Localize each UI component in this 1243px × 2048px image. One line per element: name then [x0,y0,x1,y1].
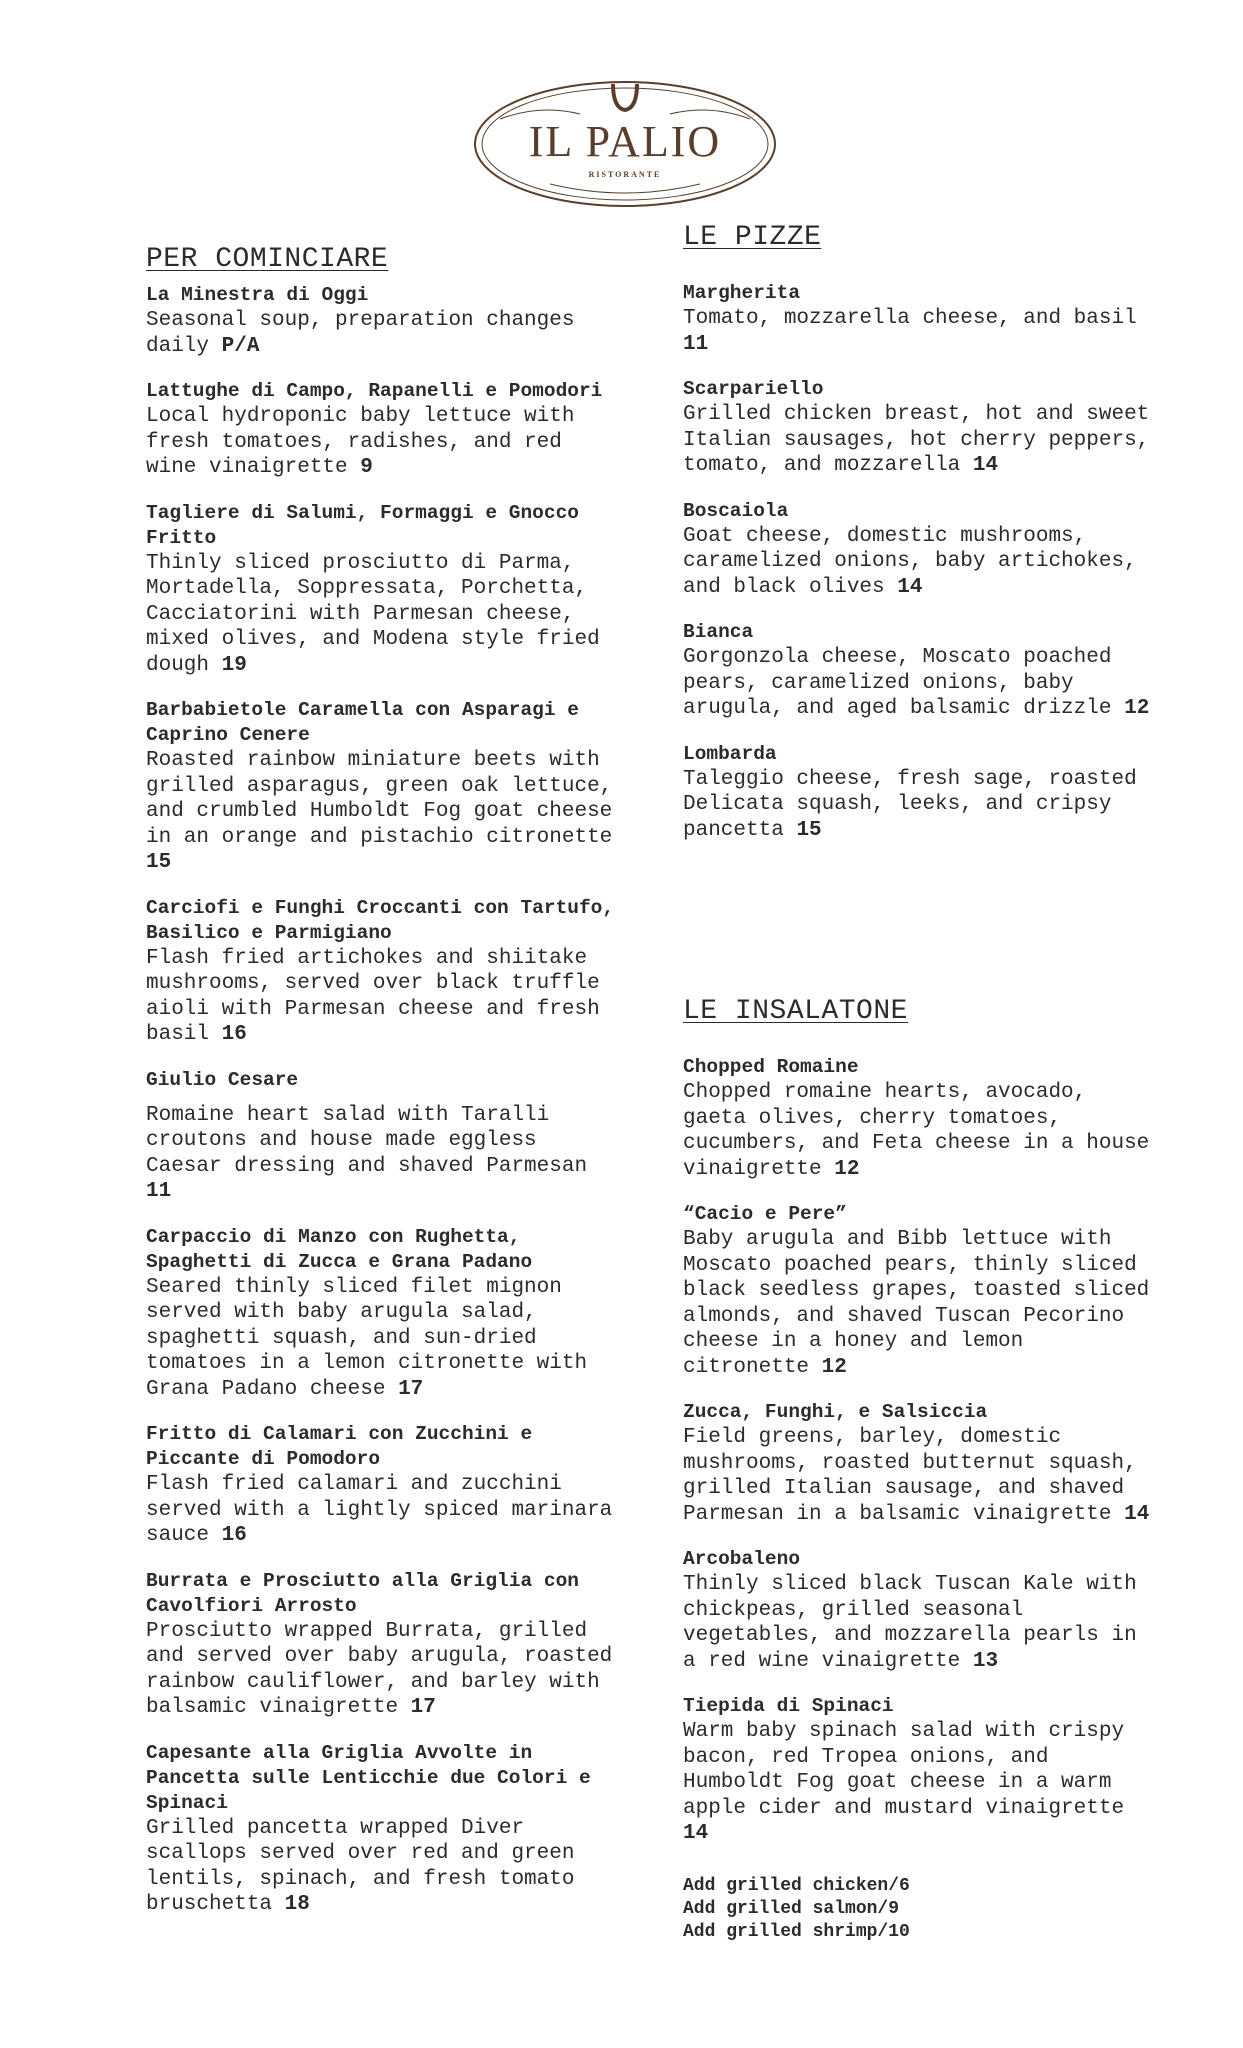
item-price: 16 [221,1524,247,1547]
item-description [146,1275,616,1403]
item-price: 15 [796,818,822,842]
item-name: Fritto di Calamari con Zucchini e Piccante di Pomodoro [146,1423,533,1470]
item-desc-text: Flash fried artichokes and shiitake mushrooms, served over black truffle aioli with Parmesan cheese and fresh basil [146,946,600,1046]
menu-item [146,1225,616,1403]
item-price: 12 [834,1157,860,1181]
item-description [683,645,1153,722]
menu-item [683,742,1153,844]
item-name: La Minestra di Oggi [146,284,369,306]
menu-item [683,1055,1153,1182]
item-description [683,1227,1153,1380]
item-desc-text: Prosciutto wrapped Burrata, grilled and served over baby arugula, roasted rainbow cauliflower, and barley with balsamic vinaigrette [146,1619,613,1719]
item-price: 11 [683,332,709,356]
item-price: 14 [897,575,923,599]
item-name: Chopped Romaine [683,1056,859,1078]
menu-item [683,1202,1153,1380]
addons-list [683,1875,1153,1944]
item-description [146,1816,616,1918]
item-desc-text: Gorgonzola cheese, Moscato poached pears, caramelized onions, baby arugula, and aged balsamic drizzle [683,646,1112,720]
item-price: 17 [398,1377,424,1401]
item-description [683,1080,1153,1182]
item-price: 11 [146,1180,172,1203]
addon-salmon: Add grilled salmon/9 [683,1898,900,1919]
section-per-cominciare [146,244,616,1938]
item-desc-text: Seasonal soup, preparation changes daily [146,309,575,358]
logo-subtitle: RISTORANTE [588,170,662,179]
menu-item [683,377,1153,479]
item-name: Barbabietole Caramella con Asparagi e Caprino Cenere [146,699,579,746]
addon-chicken: Add grilled chicken/6 [683,1875,910,1896]
item-price: 17 [410,1696,436,1719]
item-description [683,767,1153,844]
item-price: 9 [360,456,373,479]
item-desc-text: Baby arugula and Bibb lettuce with Moscato poached pears, thinly sliced black seedless grapes, toasted sliced almonds, and shaved Tuscan Pecorino cheese in a honey and lemon citronette [683,1228,1150,1379]
item-price: 16 [221,1023,247,1046]
menu-item [146,896,616,1048]
menu-item [146,1569,616,1721]
item-name: Lombarda [683,742,777,765]
item-name: Scarpariello [683,378,824,400]
item-name: Lattughe di Campo, Rapanelli e Pomodori [146,380,603,402]
item-desc-text: Grilled chicken breast, hot and sweet Italian sausages, hot cherry peppers, tomato, and mozzarella [683,403,1150,477]
menu-item [146,1422,616,1549]
item-description [683,1572,1153,1674]
section-title: LE INSALATONE [683,996,908,1027]
menu-item [146,698,616,876]
item-price: 15 [146,851,172,874]
item-description [683,402,1153,479]
item-desc-text: Flash fried calamari and zucchini served with a lightly spiced marinara sauce [146,1473,613,1547]
item-price: 18 [284,1893,310,1916]
item-desc-text: Romaine heart salad with Taralli croutons and house made eggless Caesar dressing and shaved Parmesan [146,1103,588,1178]
item-desc-text: Thinly sliced prosciutto di Parma, Mortadella, Soppressata, Porchetta, Cacciatorini with Parmesan cheese, mixed olives, and Modena style fried dough [146,551,600,677]
item-desc-text: Tomato, mozzarella cheese, and basil [683,307,1137,330]
item-desc-text: Thinly sliced black Tuscan Kale with chickpeas, grilled seasonal vegetables, and mozzarella pearls in a red wine vinaigrette [683,1573,1137,1673]
item-desc-text: Goat cheese, domestic mushrooms, caramelized onions, baby artichokes, and black olives [683,524,1137,599]
section-le-insalatone [683,996,1153,1944]
item-description [683,524,1153,601]
item-name: Margherita [683,282,801,304]
item-desc-text: Grilled pancetta wrapped Diver scallops served over red and green lentils, spinach, and fresh tomato bruschetta [146,1816,575,1916]
item-price: 14 [683,1822,709,1845]
item-description [683,306,1153,357]
menu-item [146,1741,616,1918]
item-name: Bianca [683,621,754,643]
section-title: LE PIZZE [683,222,822,253]
menu-item [146,501,616,679]
item-desc-text: Field greens, barley, domestic mushrooms, roasted butternut squash, grilled Italian sausage, and shaved Parmesan in a balsamic vinaigrette [683,1426,1137,1526]
item-description [146,1472,616,1549]
item-description [146,748,616,876]
item-description [683,1425,1153,1527]
item-name: Boscaiola [683,499,789,522]
item-name: Giulio Cesare [146,1068,299,1091]
item-description [146,551,616,679]
menu-item [146,283,616,359]
item-price: 12 [821,1355,847,1379]
item-name: Zucca, Funghi, e Salsiccia [683,1401,988,1423]
menu-item [683,281,1153,357]
restaurant-logo [470,74,780,214]
item-name: Arcobaleno [683,1548,801,1570]
item-desc-text: Roasted rainbow miniature beets with grilled asparagus, green oak lettuce, and crumbled Humboldt Fog goat cheese in an orange and pistachio citronette [146,749,613,849]
item-name: Tiepida di Spinaci [683,1695,894,1717]
item-price: 13 [972,1649,999,1673]
item-description [146,1619,616,1721]
logo-title: IL PALIO [528,117,722,166]
item-price: 19 [221,653,247,677]
item-description [683,1719,1153,1847]
item-description [146,946,616,1048]
item-price: 14 [1124,1502,1150,1526]
item-name: “Cacio e Pere” [683,1203,847,1225]
item-description [146,1103,616,1205]
item-name: Capesante alla Griglia Avvolte in Pancetta sulle Lenticchie due Colori e Spinaci [146,1741,591,1814]
menu-item [683,1547,1153,1674]
item-name: Tagliere di Salumi, Formaggi e Gnocco Fritto [146,501,579,549]
item-desc-text: Warm baby spinach salad with crispy bacon, red Tropea onions, and Humboldt Fog goat cheese in a warm apple cider and mustard vinaigrette [683,1720,1125,1820]
item-description [146,308,616,359]
item-description [146,404,616,481]
item-price: 12 [1124,697,1150,720]
item-name: Carciofi e Funghi Croccanti con Tartufo, Basilico e Parmigiano [146,896,615,944]
item-price: 14 [972,454,999,477]
section-title: PER COMINCIARE [146,244,389,275]
menu-item [146,1068,616,1205]
item-name: Burrata e Prosciutto alla Griglia con Cavolfiori Arrosto [146,1569,579,1617]
addon-shrimp: Add grilled shrimp/10 [683,1921,910,1942]
menu-item [683,499,1153,601]
item-desc-text: Seared thinly sliced filet mignon served with baby arugula salad, spaghetti squash, and sun-dried tomatoes in a lemon citronette with Grana Padano cheese [146,1275,588,1401]
menu-item [683,1400,1153,1527]
item-name: Carpaccio di Manzo con Rughetta, Spaghetti di Zucca e Grana Padano [146,1225,533,1273]
menu-item [683,1694,1153,1847]
item-desc-text: Local hydroponic baby lettuce with fresh tomatoes, radishes, and red wine vinaigrette [146,405,575,479]
section-le-pizze [683,222,1153,863]
menu-item [683,620,1153,722]
item-desc-text: Taleggio cheese, fresh sage, roasted Delicata squash, leeks, and cripsy pancetta [683,767,1137,842]
item-price: P/A [221,334,260,358]
menu-item [146,379,616,481]
item-desc-text: Chopped romaine hearts, avocado, gaeta olives, cherry tomatoes, cucumbers, and Feta cheese in a house vinaigrette [683,1081,1150,1181]
